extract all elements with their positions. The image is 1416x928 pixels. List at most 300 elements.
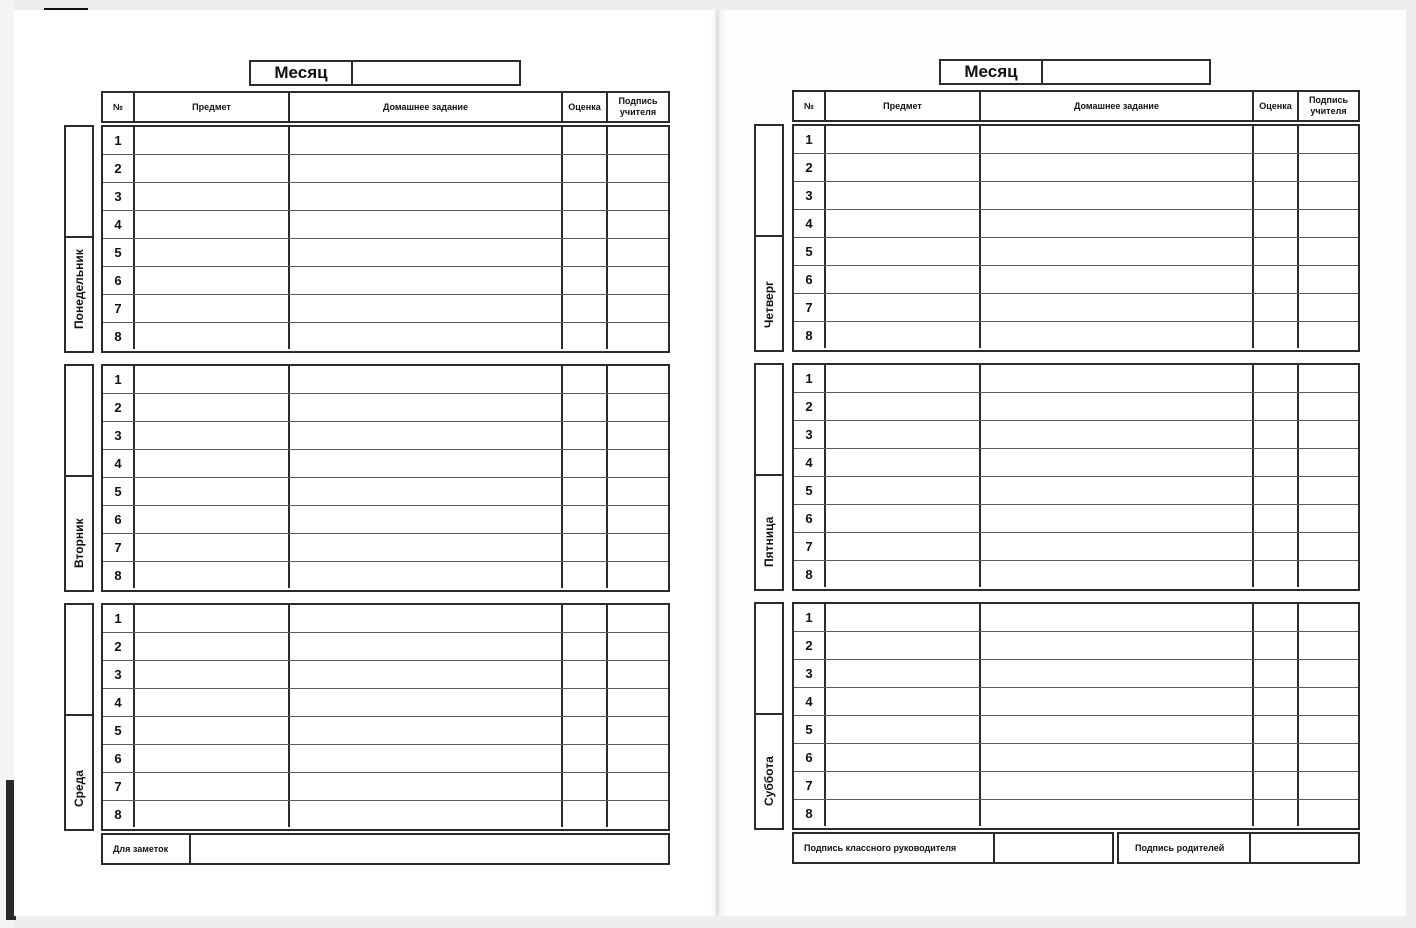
lesson-row <box>794 716 1358 744</box>
month-label: Месяц <box>251 62 353 84</box>
header-teacher-sign: Подпись учителя <box>618 96 658 117</box>
teacher-sign-cell[interactable] <box>1299 632 1358 659</box>
grade-cell[interactable] <box>1254 505 1299 532</box>
teacher-sign-cell[interactable] <box>608 183 668 210</box>
lesson-number: 7 <box>794 533 826 560</box>
grade-cell[interactable] <box>563 366 608 393</box>
grade-cell[interactable] <box>563 239 608 266</box>
homework-cell[interactable] <box>290 183 563 210</box>
grade-cell[interactable] <box>563 801 608 827</box>
subject-cell[interactable] <box>135 801 290 827</box>
day-label-monday <box>64 125 94 353</box>
subject-cell[interactable] <box>135 183 290 210</box>
table-header-right <box>792 90 1360 122</box>
grade-cell[interactable] <box>1254 561 1299 587</box>
subject-cell[interactable] <box>135 745 290 772</box>
teacher-sign-cell[interactable] <box>1299 477 1358 504</box>
day-label-saturday <box>754 602 784 830</box>
subject-cell[interactable] <box>826 238 981 265</box>
subject-cell[interactable] <box>135 267 290 294</box>
teacher-sign-cell[interactable] <box>608 366 668 393</box>
teacher-sign-cell[interactable] <box>1299 238 1358 265</box>
teacher-sign-cell[interactable] <box>608 394 668 421</box>
lesson-number: 8 <box>794 561 826 587</box>
day-label-tuesday <box>64 364 94 592</box>
homework-cell[interactable] <box>981 182 1254 209</box>
teacher-sign-cell[interactable] <box>1299 449 1358 476</box>
lesson-row <box>794 604 1358 632</box>
lesson-row <box>103 633 668 661</box>
parents-sign-row <box>1117 832 1360 864</box>
grade-cell[interactable] <box>1254 126 1299 153</box>
lesson-number: 3 <box>103 422 135 449</box>
lesson-row <box>794 294 1358 322</box>
header-homework: Домашнее задание <box>290 93 563 121</box>
lesson-number: 8 <box>103 323 135 349</box>
grade-cell[interactable] <box>1254 533 1299 560</box>
subject-cell[interactable] <box>135 295 290 322</box>
grade-cell[interactable] <box>1254 477 1299 504</box>
grade-cell[interactable] <box>1254 716 1299 743</box>
homework-cell[interactable] <box>290 394 563 421</box>
day-block-monday <box>101 125 670 353</box>
subject-cell[interactable] <box>826 126 981 153</box>
teacher-sign-cell[interactable] <box>608 605 668 632</box>
teacher-sign-cell[interactable] <box>608 155 668 182</box>
subject-cell[interactable] <box>135 211 290 238</box>
homework-cell[interactable] <box>290 773 563 800</box>
lesson-number: 6 <box>794 505 826 532</box>
grade-cell[interactable] <box>1254 744 1299 771</box>
lesson-number: 4 <box>103 450 135 477</box>
grade-cell[interactable] <box>1254 393 1299 420</box>
lesson-row <box>794 477 1358 505</box>
grade-cell[interactable] <box>1254 688 1299 715</box>
class-teacher-sign-field[interactable] <box>995 834 1112 862</box>
homework-cell[interactable] <box>290 422 563 449</box>
homework-cell[interactable] <box>981 365 1254 392</box>
lesson-row <box>794 421 1358 449</box>
grade-cell[interactable] <box>1254 365 1299 392</box>
homework-cell[interactable] <box>981 800 1254 826</box>
subject-cell[interactable] <box>826 365 981 392</box>
teacher-sign-cell[interactable] <box>608 801 668 827</box>
grade-cell[interactable] <box>563 661 608 688</box>
lesson-number: 3 <box>103 661 135 688</box>
lesson-row <box>794 238 1358 266</box>
homework-cell[interactable] <box>981 154 1254 181</box>
teacher-sign-cell[interactable] <box>608 562 668 588</box>
lesson-number: 7 <box>103 534 135 561</box>
subject-cell[interactable] <box>135 773 290 800</box>
subject-cell[interactable] <box>826 182 981 209</box>
subject-cell[interactable] <box>135 717 290 744</box>
lesson-number: 1 <box>794 365 826 392</box>
month-field-right <box>939 59 1211 85</box>
homework-cell[interactable] <box>981 744 1254 771</box>
lesson-number: 3 <box>794 182 826 209</box>
header-num: № <box>794 92 826 120</box>
homework-cell[interactable] <box>290 745 563 772</box>
lesson-row <box>103 717 668 745</box>
day-block-wednesday <box>101 603 670 831</box>
header-teacher-sign: Подпись учителя <box>1308 95 1349 116</box>
subject-cell[interactable] <box>826 266 981 293</box>
teacher-sign-cell[interactable] <box>608 745 668 772</box>
lesson-row <box>103 323 668 349</box>
teacher-sign-cell[interactable] <box>608 506 668 533</box>
grade-cell[interactable] <box>563 155 608 182</box>
subject-cell[interactable] <box>826 800 981 826</box>
subject-cell[interactable] <box>135 478 290 505</box>
lesson-number: 2 <box>103 633 135 660</box>
month-field-left <box>249 60 521 86</box>
homework-cell[interactable] <box>290 267 563 294</box>
teacher-sign-cell[interactable] <box>608 689 668 716</box>
teacher-sign-cell[interactable] <box>1299 800 1358 826</box>
subject-cell[interactable] <box>826 154 981 181</box>
homework-cell[interactable] <box>981 322 1254 348</box>
lesson-number: 5 <box>103 717 135 744</box>
grade-cell[interactable] <box>563 127 608 154</box>
teacher-sign-cell[interactable] <box>608 773 668 800</box>
homework-cell[interactable] <box>981 604 1254 631</box>
teacher-sign-cell[interactable] <box>608 661 668 688</box>
lesson-row <box>794 393 1358 421</box>
lesson-number: 4 <box>103 689 135 716</box>
lesson-number: 6 <box>103 506 135 533</box>
homework-cell[interactable] <box>981 716 1254 743</box>
subject-cell[interactable] <box>135 534 290 561</box>
teacher-sign-cell[interactable] <box>1299 744 1358 771</box>
homework-cell[interactable] <box>981 505 1254 532</box>
lesson-row <box>103 295 668 323</box>
grade-cell[interactable] <box>563 745 608 772</box>
subject-cell[interactable] <box>135 450 290 477</box>
lesson-number: 8 <box>794 800 826 826</box>
lesson-row <box>103 267 668 295</box>
teacher-sign-cell[interactable] <box>1299 154 1358 181</box>
lesson-row <box>103 506 668 534</box>
teacher-sign-cell[interactable] <box>608 127 668 154</box>
homework-cell[interactable] <box>290 661 563 688</box>
homework-cell[interactable] <box>981 561 1254 587</box>
homework-cell[interactable] <box>290 506 563 533</box>
lesson-number: 6 <box>103 267 135 294</box>
header-homework: Домашнее задание <box>981 92 1254 120</box>
homework-cell[interactable] <box>981 294 1254 321</box>
homework-cell[interactable] <box>981 632 1254 659</box>
homework-cell[interactable] <box>981 688 1254 715</box>
grade-cell[interactable] <box>563 323 608 349</box>
lesson-number: 8 <box>794 322 826 348</box>
subject-cell[interactable] <box>135 323 290 349</box>
homework-cell[interactable] <box>290 239 563 266</box>
lesson-number: 1 <box>103 605 135 632</box>
teacher-sign-cell[interactable] <box>1299 660 1358 687</box>
lesson-number: 4 <box>103 211 135 238</box>
grade-cell[interactable] <box>563 506 608 533</box>
subject-cell[interactable] <box>826 604 981 631</box>
homework-cell[interactable] <box>290 478 563 505</box>
teacher-sign-cell[interactable] <box>608 478 668 505</box>
homework-cell[interactable] <box>290 689 563 716</box>
teacher-sign-cell[interactable] <box>608 211 668 238</box>
day-label-friday <box>754 363 784 591</box>
teacher-sign-cell[interactable] <box>608 450 668 477</box>
subject-cell[interactable] <box>826 716 981 743</box>
day-block-friday <box>792 363 1360 591</box>
subject-cell[interactable] <box>135 689 290 716</box>
subject-cell[interactable] <box>826 533 981 560</box>
grade-cell[interactable] <box>563 394 608 421</box>
subject-cell[interactable] <box>826 660 981 687</box>
teacher-sign-cell[interactable] <box>1299 533 1358 560</box>
lesson-row <box>794 266 1358 294</box>
grade-cell[interactable] <box>1254 604 1299 631</box>
lesson-row <box>103 127 668 155</box>
teacher-sign-cell[interactable] <box>1299 365 1358 392</box>
grade-cell[interactable] <box>563 211 608 238</box>
lesson-number: 2 <box>103 155 135 182</box>
lesson-number: 7 <box>794 294 826 321</box>
grade-cell[interactable] <box>563 605 608 632</box>
subject-cell[interactable] <box>135 127 290 154</box>
homework-cell[interactable] <box>290 323 563 349</box>
teacher-sign-cell[interactable] <box>608 534 668 561</box>
homework-cell[interactable] <box>290 717 563 744</box>
homework-cell[interactable] <box>290 633 563 660</box>
day-block-saturday <box>792 602 1360 830</box>
day-block-tuesday <box>101 364 670 592</box>
class-teacher-sign-row <box>792 832 1114 864</box>
header-grade: Оценка <box>563 93 608 121</box>
homework-cell[interactable] <box>290 155 563 182</box>
lesson-row <box>103 605 668 633</box>
teacher-sign-cell[interactable] <box>608 633 668 660</box>
lesson-row <box>794 449 1358 477</box>
day-name: Среда <box>72 770 86 807</box>
subject-cell[interactable] <box>826 505 981 532</box>
subject-cell[interactable] <box>135 155 290 182</box>
subject-cell[interactable] <box>135 394 290 421</box>
lesson-number: 7 <box>103 295 135 322</box>
grade-cell[interactable] <box>563 478 608 505</box>
lesson-number: 5 <box>103 478 135 505</box>
grade-cell[interactable] <box>1254 421 1299 448</box>
lesson-row <box>794 154 1358 182</box>
homework-cell[interactable] <box>981 238 1254 265</box>
lesson-row <box>103 394 668 422</box>
month-value[interactable] <box>1043 61 1209 83</box>
homework-cell[interactable] <box>981 266 1254 293</box>
notes-row <box>101 833 670 865</box>
grade-cell[interactable] <box>563 534 608 561</box>
grade-cell[interactable] <box>563 422 608 449</box>
lesson-number: 2 <box>794 393 826 420</box>
parents-sign-field[interactable] <box>1251 834 1358 862</box>
homework-cell[interactable] <box>981 210 1254 237</box>
lesson-number: 2 <box>794 154 826 181</box>
lesson-number: 5 <box>794 716 826 743</box>
lesson-number: 4 <box>794 688 826 715</box>
lesson-row <box>794 561 1358 587</box>
subject-cell[interactable] <box>135 239 290 266</box>
lesson-row <box>103 801 668 827</box>
grade-cell[interactable] <box>563 717 608 744</box>
subject-cell[interactable] <box>135 633 290 660</box>
lesson-number: 6 <box>794 266 826 293</box>
teacher-sign-cell[interactable] <box>608 267 668 294</box>
grade-cell[interactable] <box>563 267 608 294</box>
grade-cell[interactable] <box>563 773 608 800</box>
day-name: Четверг <box>762 280 776 328</box>
grade-cell[interactable] <box>563 689 608 716</box>
subject-cell[interactable] <box>826 421 981 448</box>
teacher-sign-cell[interactable] <box>1299 561 1358 587</box>
lesson-number: 2 <box>794 632 826 659</box>
homework-cell[interactable] <box>290 801 563 827</box>
grade-cell[interactable] <box>1254 449 1299 476</box>
subject-cell[interactable] <box>135 661 290 688</box>
grade-cell[interactable] <box>1254 266 1299 293</box>
grade-cell[interactable] <box>1254 772 1299 799</box>
grade-cell[interactable] <box>1254 294 1299 321</box>
subject-cell[interactable] <box>826 744 981 771</box>
teacher-sign-cell[interactable] <box>1299 772 1358 799</box>
notes-label: Для заметок <box>103 835 191 863</box>
lesson-row <box>103 661 668 689</box>
homework-cell[interactable] <box>290 211 563 238</box>
subject-cell[interactable] <box>135 366 290 393</box>
header-subject: Предмет <box>826 92 981 120</box>
subject-cell[interactable] <box>826 449 981 476</box>
lesson-number: 1 <box>103 366 135 393</box>
lesson-row <box>103 689 668 717</box>
teacher-sign-cell[interactable] <box>1299 505 1358 532</box>
homework-cell[interactable] <box>981 533 1254 560</box>
subject-cell[interactable] <box>135 605 290 632</box>
lesson-row <box>103 183 668 211</box>
lesson-row <box>794 632 1358 660</box>
teacher-sign-cell[interactable] <box>608 717 668 744</box>
lesson-row <box>103 450 668 478</box>
homework-cell[interactable] <box>981 449 1254 476</box>
lesson-row <box>103 422 668 450</box>
homework-cell[interactable] <box>981 660 1254 687</box>
grade-cell[interactable] <box>1254 182 1299 209</box>
homework-cell[interactable] <box>290 127 563 154</box>
homework-cell[interactable] <box>981 772 1254 799</box>
teacher-sign-cell[interactable] <box>608 323 668 349</box>
subject-cell[interactable] <box>135 562 290 588</box>
grade-cell[interactable] <box>563 633 608 660</box>
teacher-sign-cell[interactable] <box>1299 393 1358 420</box>
subject-cell[interactable] <box>826 561 981 587</box>
teacher-sign-cell[interactable] <box>1299 322 1358 348</box>
day-label-wednesday <box>64 603 94 831</box>
teacher-sign-cell[interactable] <box>1299 210 1358 237</box>
subject-cell[interactable] <box>826 477 981 504</box>
lesson-number: 1 <box>103 127 135 154</box>
grade-cell[interactable] <box>563 562 608 588</box>
book-gutter <box>716 10 721 916</box>
lesson-row <box>794 365 1358 393</box>
month-value[interactable] <box>353 62 519 84</box>
homework-cell[interactable] <box>981 393 1254 420</box>
lesson-row <box>794 772 1358 800</box>
grade-cell[interactable] <box>1254 238 1299 265</box>
lesson-row <box>103 366 668 394</box>
grade-cell[interactable] <box>1254 800 1299 826</box>
subject-cell[interactable] <box>826 772 981 799</box>
grade-cell[interactable] <box>1254 660 1299 687</box>
teacher-sign-cell[interactable] <box>1299 604 1358 631</box>
lesson-number: 4 <box>794 449 826 476</box>
homework-cell[interactable] <box>290 562 563 588</box>
lesson-number: 3 <box>103 183 135 210</box>
subject-cell[interactable] <box>826 632 981 659</box>
notes-field[interactable] <box>191 835 668 863</box>
teacher-sign-cell[interactable] <box>1299 716 1358 743</box>
teacher-sign-cell[interactable] <box>608 295 668 322</box>
lesson-row <box>103 534 668 562</box>
subject-cell[interactable] <box>135 506 290 533</box>
lesson-number: 3 <box>794 421 826 448</box>
homework-cell[interactable] <box>290 605 563 632</box>
subject-cell[interactable] <box>826 294 981 321</box>
lesson-row <box>103 745 668 773</box>
subject-cell[interactable] <box>826 322 981 348</box>
subject-cell[interactable] <box>135 422 290 449</box>
grade-cell[interactable] <box>1254 210 1299 237</box>
grade-cell[interactable] <box>1254 322 1299 348</box>
teacher-sign-cell[interactable] <box>1299 421 1358 448</box>
homework-cell[interactable] <box>981 126 1254 153</box>
lesson-number: 1 <box>794 126 826 153</box>
homework-cell[interactable] <box>981 477 1254 504</box>
subject-cell[interactable] <box>826 688 981 715</box>
day-name: Вторник <box>72 518 86 568</box>
day-name: Пятница <box>762 516 776 567</box>
teacher-sign-cell[interactable] <box>1299 294 1358 321</box>
teacher-sign-cell[interactable] <box>1299 688 1358 715</box>
day-name: Суббота <box>762 756 776 806</box>
teacher-sign-cell[interactable] <box>1299 266 1358 293</box>
teacher-sign-cell[interactable] <box>1299 182 1358 209</box>
homework-cell[interactable] <box>290 295 563 322</box>
grade-cell[interactable] <box>563 295 608 322</box>
grade-cell[interactable] <box>563 183 608 210</box>
teacher-sign-cell[interactable] <box>608 422 668 449</box>
grade-cell[interactable] <box>563 450 608 477</box>
teacher-sign-cell[interactable] <box>608 239 668 266</box>
day-name: Понедельник <box>72 249 86 329</box>
subject-cell[interactable] <box>826 210 981 237</box>
grade-cell[interactable] <box>1254 632 1299 659</box>
homework-cell[interactable] <box>981 421 1254 448</box>
grade-cell[interactable] <box>1254 154 1299 181</box>
homework-cell[interactable] <box>290 366 563 393</box>
teacher-sign-cell[interactable] <box>1299 126 1358 153</box>
class-teacher-sign-label: Подпись классного руководителя <box>794 834 995 862</box>
header-subject: Предмет <box>135 93 290 121</box>
homework-cell[interactable] <box>290 450 563 477</box>
month-label: Месяц <box>941 61 1043 83</box>
subject-cell[interactable] <box>826 393 981 420</box>
homework-cell[interactable] <box>290 534 563 561</box>
lesson-number: 5 <box>103 239 135 266</box>
